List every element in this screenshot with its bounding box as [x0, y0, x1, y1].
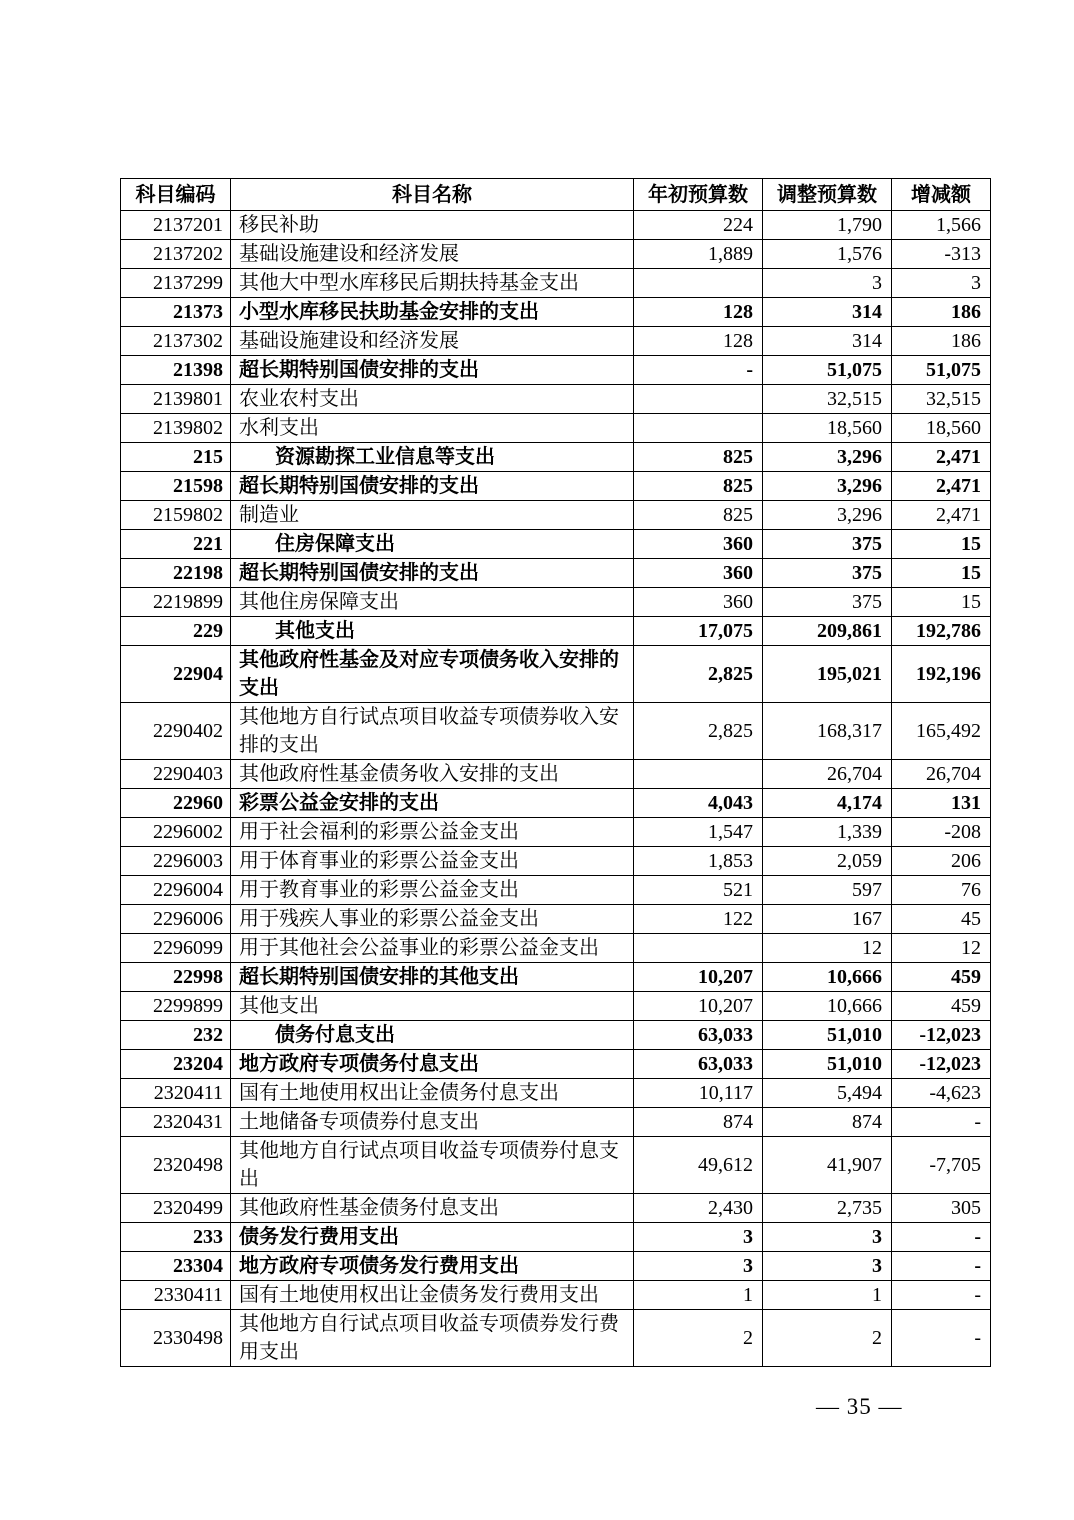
- subject-code-cell: 229: [121, 617, 231, 646]
- subject-code-cell: 2137299: [121, 269, 231, 298]
- subject-name-cell: 超长期特别国债安排的其他支出: [231, 963, 634, 992]
- initial-budget-cell: 2: [634, 1310, 763, 1367]
- change-amount-cell: -: [892, 1281, 991, 1310]
- subject-code-cell: 21598: [121, 472, 231, 501]
- subject-code-cell: 233: [121, 1223, 231, 1252]
- subject-code-cell: 221: [121, 530, 231, 559]
- table-row: [121, 905, 991, 934]
- subject-code-cell: 2296002: [121, 818, 231, 847]
- subject-name-cell: 其他支出: [231, 992, 634, 1021]
- adjusted-budget-cell: 375: [763, 588, 892, 617]
- table-row: [121, 760, 991, 789]
- initial-budget-cell: 3: [634, 1252, 763, 1281]
- page-number: — 35 —: [816, 1394, 903, 1419]
- change-amount-cell: 45: [892, 905, 991, 934]
- initial-budget-cell: 1,889: [634, 240, 763, 269]
- subject-name-cell: 用于残疾人事业的彩票公益金支出: [231, 905, 634, 934]
- adjusted-budget-cell: 375: [763, 559, 892, 588]
- subject-name-cell: 国有土地使用权出让金债务付息支出: [231, 1079, 634, 1108]
- initial-budget-cell: 360: [634, 559, 763, 588]
- budget-adjustment-table: [120, 178, 991, 1367]
- subject-code-cell: 2320499: [121, 1194, 231, 1223]
- adjusted-budget-cell: 18,560: [763, 414, 892, 443]
- subject-name-cell: 其他政府性基金及对应专项债务收入安排的支出: [231, 646, 634, 703]
- adjusted-budget-cell: 375: [763, 530, 892, 559]
- subject-name-cell: 其他政府性基金债务付息支出: [231, 1194, 634, 1223]
- subject-name-cell: 国有土地使用权出让金债务发行费用支出: [231, 1281, 634, 1310]
- subject-code-cell: 21373: [121, 298, 231, 327]
- subject-name-cell: 其他政府性基金债务收入安排的支出: [231, 760, 634, 789]
- subject-code-cell: 2296004: [121, 876, 231, 905]
- subject-code-cell: 2290402: [121, 703, 231, 760]
- initial-budget-cell: 10,207: [634, 992, 763, 1021]
- table-row: [121, 530, 991, 559]
- adjusted-budget-cell: 51,010: [763, 1021, 892, 1050]
- adjusted-budget-cell: 2: [763, 1310, 892, 1367]
- initial-budget-cell: 825: [634, 472, 763, 501]
- subject-name-cell: 超长期特别国债安排的支出: [231, 356, 634, 385]
- table-header-row: [121, 179, 991, 211]
- subject-name-cell: 制造业: [231, 501, 634, 530]
- adjusted-budget-cell: 1,790: [763, 211, 892, 240]
- subject-code-cell: 2320498: [121, 1137, 231, 1194]
- adjusted-budget-cell: 167: [763, 905, 892, 934]
- table-row: [121, 414, 991, 443]
- adjusted-budget-cell: 12: [763, 934, 892, 963]
- change-amount-cell: -12,023: [892, 1050, 991, 1079]
- initial-budget-cell: 49,612: [634, 1137, 763, 1194]
- subject-name-cell: 资源勘探工业信息等支出: [231, 443, 634, 472]
- adjusted-budget-cell: 51,075: [763, 356, 892, 385]
- subject-name-cell: 超长期特别国债安排的支出: [231, 559, 634, 588]
- table-row: [121, 559, 991, 588]
- subject-code-cell: 2139802: [121, 414, 231, 443]
- table-row: [121, 1194, 991, 1223]
- table-row: [121, 1108, 991, 1137]
- change-amount-cell: 192,786: [892, 617, 991, 646]
- col-header-adjusted-budget: 调整预算数: [763, 179, 892, 211]
- change-amount-cell: 3: [892, 269, 991, 298]
- adjusted-budget-cell: 597: [763, 876, 892, 905]
- initial-budget-cell: [634, 414, 763, 443]
- table-row: [121, 211, 991, 240]
- initial-budget-cell: 825: [634, 501, 763, 530]
- table-row: [121, 356, 991, 385]
- table-row: [121, 588, 991, 617]
- initial-budget-cell: 2,825: [634, 646, 763, 703]
- initial-budget-cell: [634, 385, 763, 414]
- change-amount-cell: 32,515: [892, 385, 991, 414]
- table-row: [121, 876, 991, 905]
- adjusted-budget-cell: 2,059: [763, 847, 892, 876]
- subject-code-cell: 2320411: [121, 1079, 231, 1108]
- initial-budget-cell: 874: [634, 1108, 763, 1137]
- col-header-subject-name: 科目名称: [231, 179, 634, 211]
- change-amount-cell: -12,023: [892, 1021, 991, 1050]
- change-amount-cell: 165,492: [892, 703, 991, 760]
- adjusted-budget-cell: 10,666: [763, 963, 892, 992]
- col-header-subject-code: 科目编码: [121, 179, 231, 211]
- subject-code-cell: 22904: [121, 646, 231, 703]
- subject-name-cell: 地方政府专项债务付息支出: [231, 1050, 634, 1079]
- table-row: [121, 501, 991, 530]
- subject-name-cell: 其他支出: [231, 617, 634, 646]
- initial-budget-cell: [634, 269, 763, 298]
- adjusted-budget-cell: 314: [763, 298, 892, 327]
- subject-name-cell: 其他住房保障支出: [231, 588, 634, 617]
- change-amount-cell: -4,623: [892, 1079, 991, 1108]
- initial-budget-cell: 4,043: [634, 789, 763, 818]
- subject-code-cell: 2296003: [121, 847, 231, 876]
- adjusted-budget-cell: 3: [763, 269, 892, 298]
- subject-name-cell: 债务付息支出: [231, 1021, 634, 1050]
- change-amount-cell: 186: [892, 327, 991, 356]
- initial-budget-cell: 128: [634, 298, 763, 327]
- subject-name-cell: 用于其他社会公益事业的彩票公益金支出: [231, 934, 634, 963]
- subject-name-cell: 其他地方自行试点项目收益专项债券收入安排的支出: [231, 703, 634, 760]
- subject-name-cell: 超长期特别国债安排的支出: [231, 472, 634, 501]
- change-amount-cell: 2,471: [892, 472, 991, 501]
- table-row: [121, 646, 991, 703]
- subject-name-cell: 基础设施建设和经济发展: [231, 240, 634, 269]
- subject-name-cell: 农业农村支出: [231, 385, 634, 414]
- change-amount-cell: 26,704: [892, 760, 991, 789]
- subject-name-cell: 小型水库移民扶助基金安排的支出: [231, 298, 634, 327]
- adjusted-budget-cell: 2,735: [763, 1194, 892, 1223]
- initial-budget-cell: 224: [634, 211, 763, 240]
- change-amount-cell: -208: [892, 818, 991, 847]
- table-row: [121, 847, 991, 876]
- table-row: [121, 1223, 991, 1252]
- subject-name-cell: 用于体育事业的彩票公益金支出: [231, 847, 634, 876]
- initial-budget-cell: 3: [634, 1223, 763, 1252]
- change-amount-cell: 459: [892, 992, 991, 1021]
- subject-code-cell: 2137202: [121, 240, 231, 269]
- subject-name-cell: 水利支出: [231, 414, 634, 443]
- change-amount-cell: 2,471: [892, 501, 991, 530]
- table-row: [121, 1310, 991, 1367]
- adjusted-budget-cell: 195,021: [763, 646, 892, 703]
- adjusted-budget-cell: 1: [763, 1281, 892, 1310]
- adjusted-budget-cell: 26,704: [763, 760, 892, 789]
- initial-budget-cell: 63,033: [634, 1050, 763, 1079]
- change-amount-cell: 192,196: [892, 646, 991, 703]
- table-row: [121, 472, 991, 501]
- adjusted-budget-cell: 10,666: [763, 992, 892, 1021]
- initial-budget-cell: 360: [634, 530, 763, 559]
- initial-budget-cell: 122: [634, 905, 763, 934]
- change-amount-cell: 1,566: [892, 211, 991, 240]
- subject-code-cell: 2219899: [121, 588, 231, 617]
- adjusted-budget-cell: 3: [763, 1223, 892, 1252]
- initial-budget-cell: [634, 934, 763, 963]
- change-amount-cell: 18,560: [892, 414, 991, 443]
- change-amount-cell: 15: [892, 530, 991, 559]
- adjusted-budget-cell: 51,010: [763, 1050, 892, 1079]
- initial-budget-cell: 825: [634, 443, 763, 472]
- subject-code-cell: 21398: [121, 356, 231, 385]
- subject-code-cell: 22198: [121, 559, 231, 588]
- table-row: [121, 1137, 991, 1194]
- table-row: [121, 240, 991, 269]
- change-amount-cell: 51,075: [892, 356, 991, 385]
- subject-code-cell: 232: [121, 1021, 231, 1050]
- change-amount-cell: -7,705: [892, 1137, 991, 1194]
- subject-code-cell: 2330411: [121, 1281, 231, 1310]
- subject-code-cell: 2296099: [121, 934, 231, 963]
- adjusted-budget-cell: 4,174: [763, 789, 892, 818]
- subject-name-cell: 用于社会福利的彩票公益金支出: [231, 818, 634, 847]
- initial-budget-cell: 10,117: [634, 1079, 763, 1108]
- subject-code-cell: 2296006: [121, 905, 231, 934]
- subject-name-cell: 基础设施建设和经济发展: [231, 327, 634, 356]
- table-row: [121, 1050, 991, 1079]
- adjusted-budget-cell: 209,861: [763, 617, 892, 646]
- subject-name-cell: 其他地方自行试点项目收益专项债券付息支出: [231, 1137, 634, 1194]
- subject-code-cell: 2137302: [121, 327, 231, 356]
- table-row: [121, 963, 991, 992]
- initial-budget-cell: 1,853: [634, 847, 763, 876]
- subject-name-cell: 其他地方自行试点项目收益专项债券发行费用支出: [231, 1310, 634, 1367]
- table-row: [121, 934, 991, 963]
- subject-name-cell: 地方政府专项债务发行费用支出: [231, 1252, 634, 1281]
- table-row: [121, 269, 991, 298]
- subject-name-cell: 债务发行费用支出: [231, 1223, 634, 1252]
- subject-code-cell: 22960: [121, 789, 231, 818]
- table-row: [121, 789, 991, 818]
- adjusted-budget-cell: 1,576: [763, 240, 892, 269]
- table-row: [121, 818, 991, 847]
- table-row: [121, 1079, 991, 1108]
- initial-budget-cell: 2,825: [634, 703, 763, 760]
- change-amount-cell: -: [892, 1252, 991, 1281]
- initial-budget-cell: 521: [634, 876, 763, 905]
- table-row: [121, 992, 991, 1021]
- subject-name-cell: 彩票公益金安排的支出: [231, 789, 634, 818]
- adjusted-budget-cell: 314: [763, 327, 892, 356]
- change-amount-cell: -: [892, 1223, 991, 1252]
- change-amount-cell: 76: [892, 876, 991, 905]
- table-body: [121, 211, 991, 1367]
- initial-budget-cell: 2,430: [634, 1194, 763, 1223]
- col-header-change-amount: 增减额: [892, 179, 991, 211]
- table-row: [121, 1021, 991, 1050]
- initial-budget-cell: 1,547: [634, 818, 763, 847]
- table-row: [121, 617, 991, 646]
- subject-name-cell: 用于教育事业的彩票公益金支出: [231, 876, 634, 905]
- subject-code-cell: 23304: [121, 1252, 231, 1281]
- table-row: [121, 1281, 991, 1310]
- subject-name-cell: 土地储备专项债券付息支出: [231, 1108, 634, 1137]
- change-amount-cell: 2,471: [892, 443, 991, 472]
- change-amount-cell: -: [892, 1108, 991, 1137]
- change-amount-cell: 186: [892, 298, 991, 327]
- initial-budget-cell: 360: [634, 588, 763, 617]
- subject-code-cell: 215: [121, 443, 231, 472]
- subject-name-cell: 其他大中型水库移民后期扶持基金支出: [231, 269, 634, 298]
- adjusted-budget-cell: 168,317: [763, 703, 892, 760]
- initial-budget-cell: -: [634, 356, 763, 385]
- change-amount-cell: -: [892, 1310, 991, 1367]
- change-amount-cell: 131: [892, 789, 991, 818]
- change-amount-cell: 206: [892, 847, 991, 876]
- subject-code-cell: 2290403: [121, 760, 231, 789]
- col-header-initial-budget: 年初预算数: [634, 179, 763, 211]
- table-row: [121, 385, 991, 414]
- subject-code-cell: 22998: [121, 963, 231, 992]
- change-amount-cell: 305: [892, 1194, 991, 1223]
- initial-budget-cell: 1: [634, 1281, 763, 1310]
- adjusted-budget-cell: 874: [763, 1108, 892, 1137]
- adjusted-budget-cell: 3: [763, 1252, 892, 1281]
- adjusted-budget-cell: 3,296: [763, 472, 892, 501]
- subject-code-cell: 2137201: [121, 211, 231, 240]
- change-amount-cell: 12: [892, 934, 991, 963]
- initial-budget-cell: 128: [634, 327, 763, 356]
- change-amount-cell: 15: [892, 588, 991, 617]
- subject-code-cell: 2139801: [121, 385, 231, 414]
- subject-name-cell: 移民补助: [231, 211, 634, 240]
- adjusted-budget-cell: 3,296: [763, 443, 892, 472]
- table-row: [121, 327, 991, 356]
- table-row: [121, 298, 991, 327]
- subject-code-cell: 2299899: [121, 992, 231, 1021]
- change-amount-cell: 459: [892, 963, 991, 992]
- subject-name-cell: 住房保障支出: [231, 530, 634, 559]
- initial-budget-cell: [634, 760, 763, 789]
- initial-budget-cell: 17,075: [634, 617, 763, 646]
- table-row: [121, 443, 991, 472]
- adjusted-budget-cell: 3,296: [763, 501, 892, 530]
- subject-code-cell: 23204: [121, 1050, 231, 1079]
- adjusted-budget-cell: 1,339: [763, 818, 892, 847]
- initial-budget-cell: 63,033: [634, 1021, 763, 1050]
- adjusted-budget-cell: 41,907: [763, 1137, 892, 1194]
- table-row: [121, 703, 991, 760]
- subject-code-cell: 2159802: [121, 501, 231, 530]
- adjusted-budget-cell: 5,494: [763, 1079, 892, 1108]
- subject-code-cell: 2330498: [121, 1310, 231, 1367]
- adjusted-budget-cell: 32,515: [763, 385, 892, 414]
- table-row: [121, 1252, 991, 1281]
- change-amount-cell: 15: [892, 559, 991, 588]
- subject-code-cell: 2320431: [121, 1108, 231, 1137]
- change-amount-cell: -313: [892, 240, 991, 269]
- initial-budget-cell: 10,207: [634, 963, 763, 992]
